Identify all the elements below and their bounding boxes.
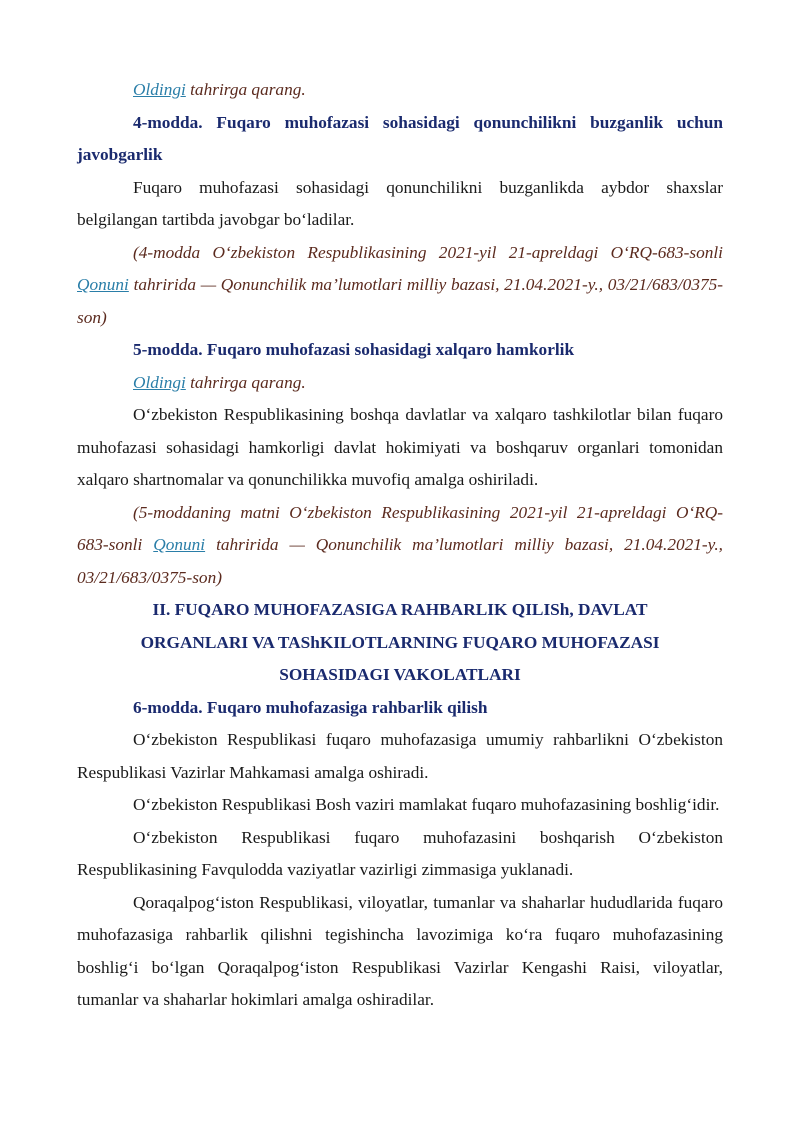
article-5-body: O‘zbekiston Respublikasining boshqa davlatlar va xalqaro tashkilotlar bilan fuqaro muhofazasi sohasidagi hamkorligi davlat hokimiyati va boshqaruv organlari tomonidan xalqaro shartnomalar va qonunchilikka muvofiq amalga oshiriladi. xyxy=(77,405,723,489)
article-6-paragraph-2: O‘zbekiston Respublikasi Bosh vaziri mamlakat fuqaro muhofazasining boshlig‘idir. xyxy=(133,795,720,814)
previous-edition-link[interactable]: Oldingi xyxy=(133,372,186,392)
previous-edition-note xyxy=(77,74,723,107)
previous-edition-link[interactable]: Oldingi xyxy=(133,80,186,99)
amendment-text-post: tahririda — Qonunchilik ma’lumotlari milliy bazasi, 21.04.2021-y., 03/21/683/0375-son) xyxy=(77,275,723,327)
chapter-2-heading: II. FUQARO MUHOFAZASIGA RAHBARLIK QILISh, DAVLAT ORGANLARI VA TAShKILOTLARNING FUQARO MUHOFAZASI SOHASIDAGI VAKOLATLARI xyxy=(140,600,660,684)
document-page xyxy=(77,74,723,1017)
previous-edition-text: tahrirga qarang. xyxy=(185,80,306,99)
article-4-amendment-note xyxy=(77,237,723,335)
amendment-text-pre: (5-moddaning matni O‘zbekiston Respublikasining 2021-yil 21-apreldagi O‘RQ-683-sonli xyxy=(77,502,723,554)
article-6-heading: 6-modda. Fuqaro muhofazasiga rahbarlik qilish xyxy=(133,697,488,717)
article-4-body: Fuqaro muhofazasi sohasidagi qonunchilikni buzganlikda aybdor shaxslar belgilangan tartibda javobgar bo‘ladilar. xyxy=(77,177,723,229)
amendment-text-post: tahririda — Qonunchilik ma’lumotlari milliy bazasi, 21.04.2021-y., 03/21/683/0375-son) xyxy=(77,535,724,587)
previous-edition-text: tahrirga qarang. xyxy=(185,372,306,392)
article-6-paragraph-1: O‘zbekiston Respublikasi fuqaro muhofazasiga umumiy rahbarlikni O‘zbekiston Respublikasi Vazirlar Mahkamasi amalga oshiradi. xyxy=(77,730,723,782)
previous-edition-note xyxy=(77,367,723,400)
article-6-paragraph-3: O‘zbekiston Respublikasi fuqaro muhofazasini boshqarish O‘zbekiston Respublikasining Favqulodda vaziyatlar vazirligi zimmasiga yuklanadi. xyxy=(77,827,723,879)
law-link[interactable]: Qonuni xyxy=(153,535,206,554)
article-5-amendment-note xyxy=(77,497,723,595)
amendment-text-pre: (4-modda O‘zbekiston Respublikasining 2021-yil 21-apreldagi O‘RQ-683-sonli xyxy=(133,242,723,262)
law-link[interactable]: Qonuni xyxy=(77,275,129,294)
article-4-heading: 4-modda. Fuqaro muhofazasi sohasidagi qonunchilikni buzganlik uchun javobgarlik xyxy=(77,112,723,164)
article-5-heading: 5-modda. Fuqaro muhofazasi sohasidagi xalqaro hamkorlik xyxy=(133,340,575,359)
article-6-paragraph-4: Qoraqalpog‘iston Respublikasi, viloyatlar, tumanlar va shaharlar hududlarida fuqaro muhofazasiga rahbarlik qilishni tegishincha lavozimiga ko‘ra fuqaro muhofazasining boshlig‘i bo‘lgan Qoraqalpog‘iston Respublikasi Vazirlar Kengashi Raisi, viloyatlar, tumanlar va shaharlar hokimlari amalga oshiradilar. xyxy=(77,892,723,1009)
